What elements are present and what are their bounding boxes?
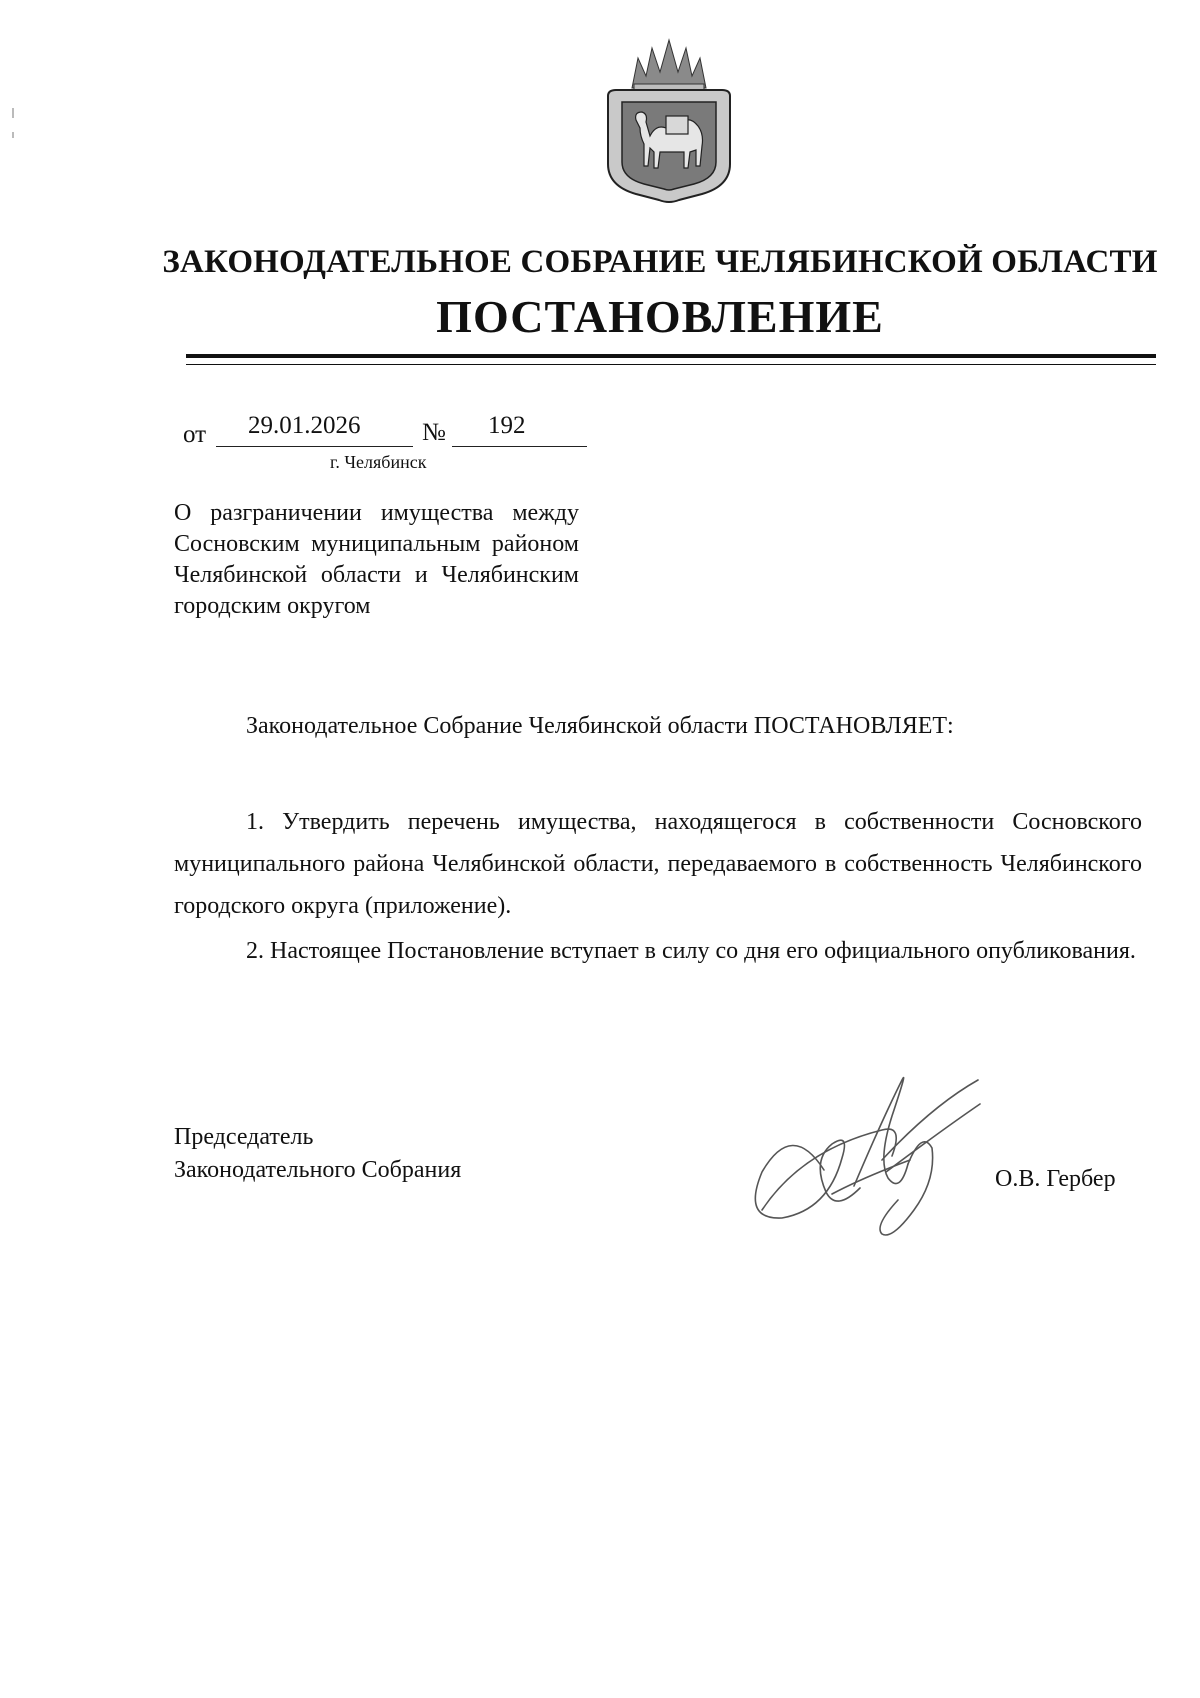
preamble: Законодательное Собрание Челябинской области ПОСТАНОВЛЯЕТ: <box>246 713 954 739</box>
organization-title: ЗАКОНОДАТЕЛЬНОЕ СОБРАНИЕ ЧЕЛЯБИНСКОЙ ОБЛАСТИ <box>162 244 1158 280</box>
date-prefix: от <box>183 421 207 448</box>
city-label: г. Челябинск <box>330 452 427 472</box>
signatory-title-line-2: Законодательного Собрания <box>174 1157 462 1183</box>
resolution-item-2: 2. Настоящее Постановление вступает в силу со дня его официального опубликования. <box>246 938 1136 964</box>
scan-mark <box>12 108 14 118</box>
document-type-heading: ПОСТАНОВЛЕНИЕ <box>436 291 884 342</box>
signatory-title-line-1: Председатель <box>174 1124 314 1150</box>
signatory-title <box>174 1121 461 1187</box>
scan-mark <box>12 132 14 138</box>
resolution-items <box>174 801 1142 975</box>
number-sign: № <box>422 419 446 446</box>
header-rule-thick <box>186 354 1156 358</box>
document-subject: О разграничении имущества между Сосновским муниципальным районом Челябинской области и Челябинским городским округом <box>174 500 579 619</box>
header-rule-thin <box>186 364 1156 365</box>
document-date: 29.01.2026 <box>248 412 361 439</box>
resolution-item-1: 1. Утвердить перечень имущества, находящегося в собственности Сосновского муниципального района Челябинской области, передаваемого в собственность Челябинского городского округа (приложение). <box>174 809 1142 919</box>
signature-icon <box>732 1060 992 1260</box>
document-number: 192 <box>488 412 526 439</box>
coat-of-arms-icon <box>594 36 744 212</box>
signer-name: О.В. Гербер <box>995 1166 1116 1192</box>
number-underline <box>452 446 587 447</box>
date-underline <box>216 446 413 447</box>
